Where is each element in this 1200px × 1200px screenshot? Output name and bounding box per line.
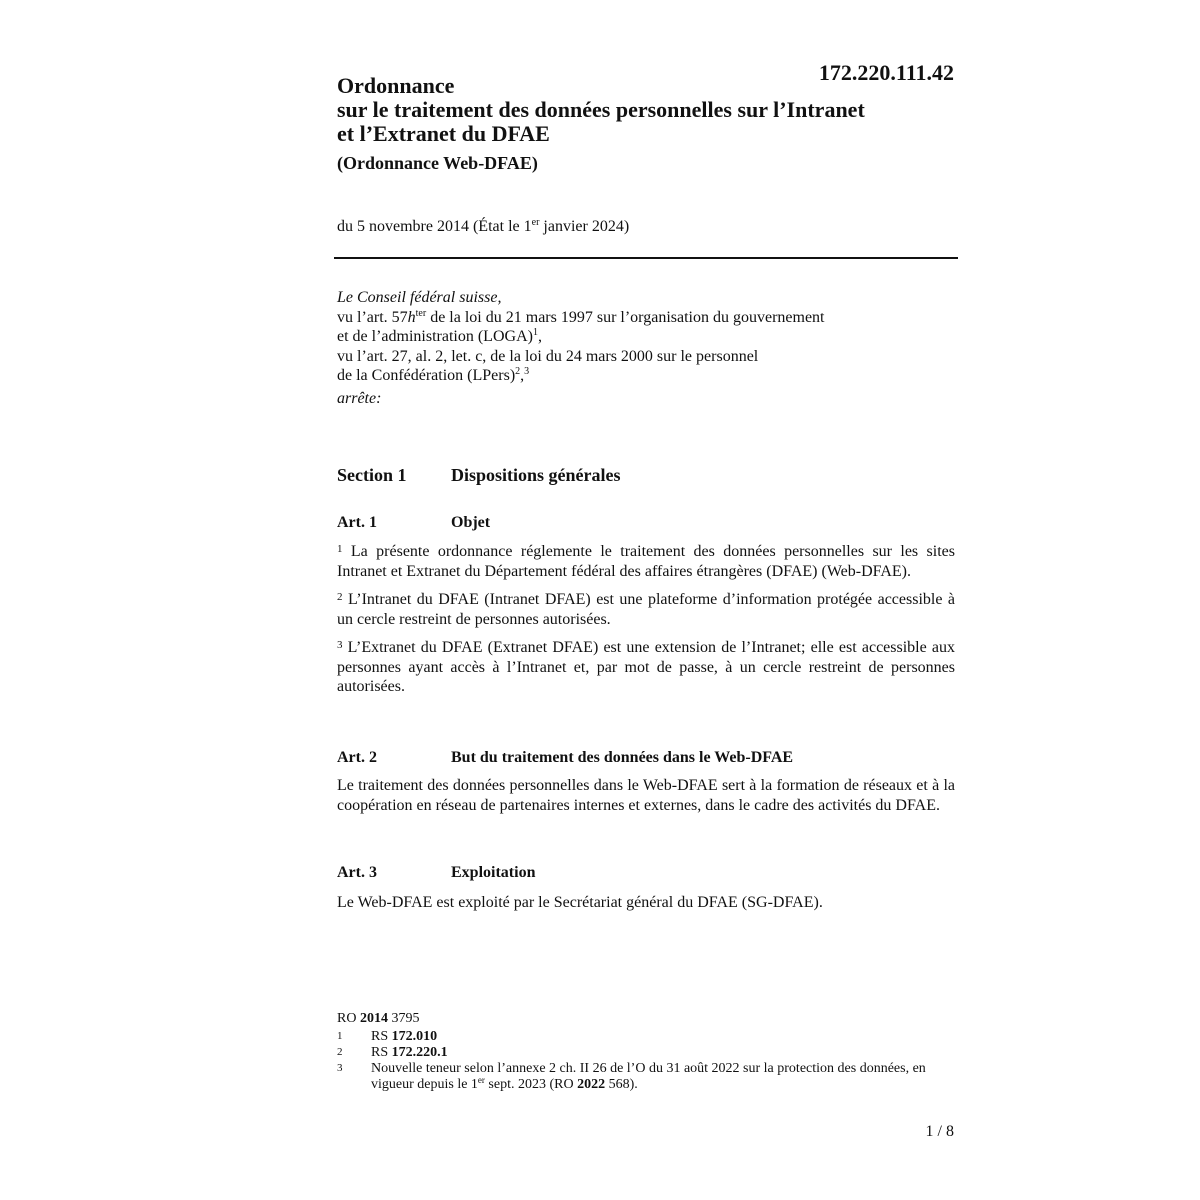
article-1-paragraph-2 [337,590,955,629]
section-heading [337,463,955,487]
article-1-title: Objet [451,514,491,531]
footnote-ref-1[interactable]: 1 [532,327,538,338]
title-line-2: sur le traitement des données personnelles sur l’Intranet [337,97,865,122]
footnote-prefix: RS [371,1045,392,1060]
preamble-line-4 [337,366,955,386]
page-number: 1 / 8 [925,1123,954,1140]
title-line-3: et l’Extranet du DFAE [337,121,550,146]
footnote-1 [337,1029,955,1045]
footnote-ref-2[interactable]: 2 [515,366,521,377]
paragraph-text: L’Extranet du DFAE (Extranet DFAE) est une extension de l’Intranet; elle est accessible aux personnes ayant accès à l’Intranet et, par mot de passe, à un cercle restreint de personnes autorisées. [337,639,955,695]
article-3-title: Exploitation [451,864,536,881]
footnote-3 [337,1061,955,1093]
preamble-line-2 [337,327,955,347]
footnote-text-1: Nouvelle teneur selon l’annexe 2 ch. II 26 de l’O du 31 août 2022 sur la protection des données, en vigueur depuis le 1 [371,1061,926,1092]
date-sup: er [531,217,540,228]
article-2-title: But du traitement des données dans le Web-DFAE [451,749,794,766]
preamble-line-3: vu l’art. 27, al. 2, let. c, de la loi du 24 mars 2000 sur le personnel [337,347,759,365]
preamble-line-2-end: , [537,328,542,345]
preamble-authority: Le Conseil fédéral suisse, [337,289,502,306]
paragraph-number: 2 [337,591,343,603]
preamble-line-1-before: vu l’art. 57 [337,308,408,326]
footnote-rs-number[interactable]: 172.010 [391,1029,438,1044]
footnote-ro-year[interactable]: 2022 [577,1077,606,1092]
footnote-text-3: 568). [605,1077,638,1092]
preamble [337,288,955,408]
section-title: Dispositions générales [451,465,621,485]
ro-page: 3795 [387,1011,420,1026]
footnotes [337,1011,955,1093]
header-rule [334,257,958,259]
preamble-line-4-text: de la Confédération (LPers) [337,367,516,384]
article-1-body [337,542,955,697]
section-number: Section 1 [337,465,407,485]
title-line-1: Ordonnance [337,73,455,98]
paragraph-text: La présente ordonnance réglemente le traitement des données personnelles sur les sites Intranet et Extranet du Département fédéral des affaires étrangères (DFAE) (Web-DFAE). [337,543,955,580]
preamble-line-1-after: de la loi du 21 mars 1997 sur l’organisation du gouvernement [426,308,825,326]
ro-prefix: RO [337,1011,360,1026]
preamble-decree: arrête: [337,389,382,407]
footnote-prefix: RS [371,1029,392,1044]
article-2-heading [337,748,955,768]
footnote-text [371,1045,955,1061]
article-1-paragraph-1 [337,542,955,581]
footnote-number: 2 [337,1046,343,1058]
preamble-line-1-sup: ter [415,307,427,319]
article-2-paragraph: Le traitement des données personnelles dans le Web-DFAE sert à la formation de réseaux et à la coopération en réseau de partenaires internes et externes, dans le cadre des activités du DFAE. [337,777,955,814]
paragraph-number: 1 [337,543,343,555]
footnote-number: 3 [337,1062,343,1074]
ro-year: 2014 [359,1011,388,1026]
paragraph-number: 3 [337,639,343,651]
short-title: (Ordonnance Web-DFAE) [337,153,538,173]
article-2-body [337,776,955,815]
preamble-line-1-italic: h [407,308,416,326]
article-2-number: Art. 2 [337,749,377,766]
footnote-ref-3[interactable]: 3 [524,366,530,377]
date-line [337,216,955,238]
article-1-heading [337,513,955,533]
article-1-paragraph-3 [337,638,955,697]
preamble-line-2-text: et de l’administration (LOGA) [337,328,533,345]
document-title [337,74,955,174]
footnote-rs-number[interactable]: 172.220.1 [391,1045,448,1060]
preamble-line-4-sep: , [520,367,525,384]
date-suffix: janvier 2024) [539,218,630,235]
footnote-text [371,1061,955,1093]
article-3-body [337,893,955,913]
article-3-heading [337,863,955,883]
footnote-text [371,1029,955,1045]
article-3-number: Art. 3 [337,864,377,881]
footnote-sup: er [477,1075,485,1085]
article-3-paragraph: Le Web-DFAE est exploité par le Secrétariat général du DFAE (SG-DFAE). [337,894,823,911]
date-prefix: du 5 novembre 2014 (État le 1 [337,218,532,235]
sr-number: 172.220.111.42 [818,60,954,85]
ro-reference [337,1011,955,1027]
footnote-2 [337,1045,955,1061]
footnote-number: 1 [337,1030,343,1042]
preamble-line-1 [337,308,955,328]
paragraph-text: L’Intranet du DFAE (Intranet DFAE) est une plateforme d’information protégée accessible à un cercle restreint de personnes autorisées. [337,591,955,628]
footnote-text-2: sept. 2023 (RO [484,1077,578,1092]
article-1-number: Art. 1 [337,514,377,531]
